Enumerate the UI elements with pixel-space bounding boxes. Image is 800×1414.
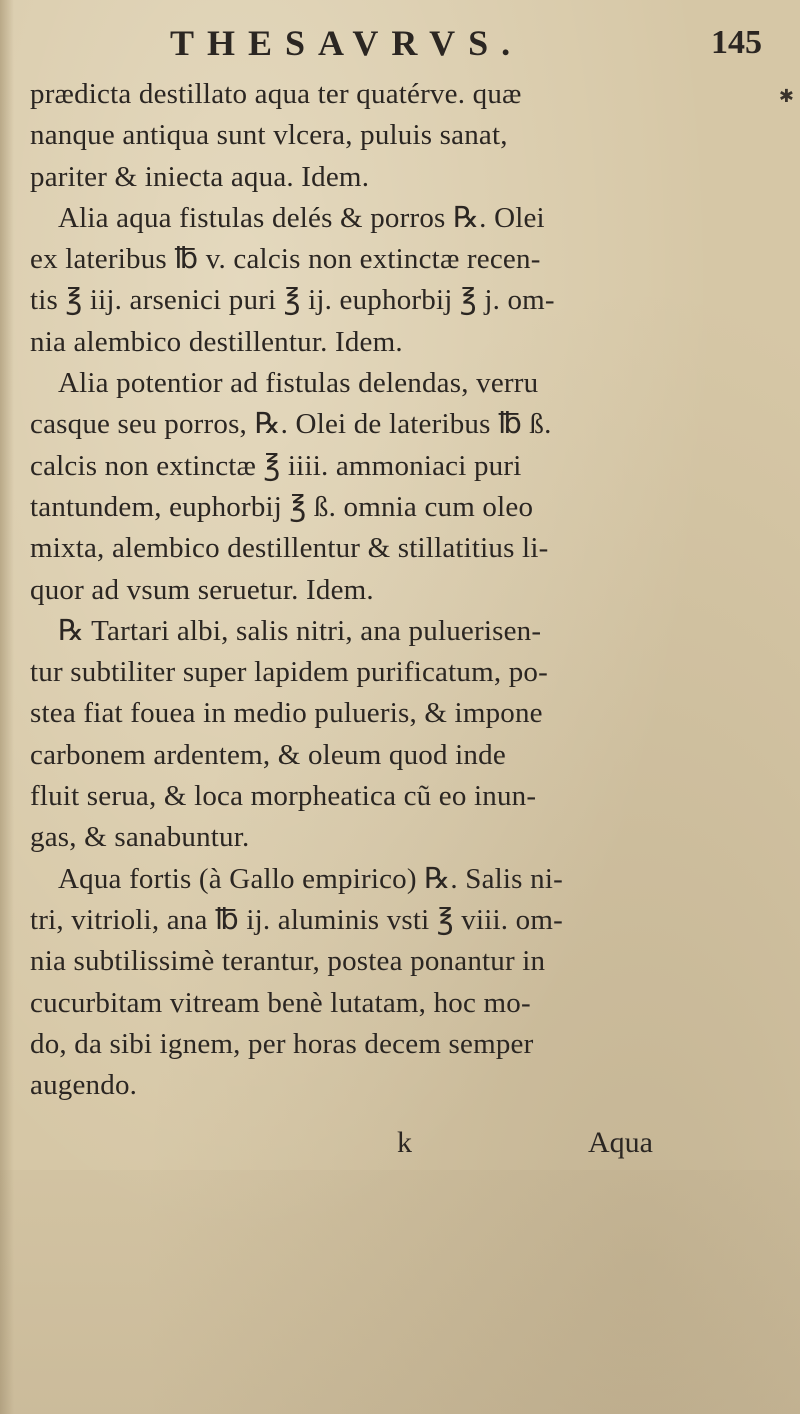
running-head — [170, 22, 762, 72]
text-line: casque seu porros, ℞. Olei de lateribus ℔ ß. — [30, 408, 552, 441]
text-line: cucurbitam vitream benè lutatam, hoc mo- — [30, 986, 531, 1019]
text-line: carbonem ardentem, & oleum quod inde — [30, 738, 506, 771]
text-line: prædicta destillato aqua ter quatérve. quæ — [30, 78, 522, 110]
text-line: nia alembico destillentur. Idem. — [30, 325, 403, 358]
text-line: tantundem, euphorbij ℥ ß. omnia cum oleo — [30, 490, 534, 523]
text-line: fluit serua, & loca morpheatica cũ eo inun- — [30, 780, 537, 813]
paragraph-start-line: Alia aqua fistulas delés & porros ℞. Olei — [58, 201, 545, 234]
page-number: 145 — [711, 24, 762, 61]
text-line: calcis non extinctæ ℥ iiii. ammoniaci puri — [30, 449, 522, 482]
text-line: quor ad vsum seruetur. Idem. — [30, 573, 374, 606]
text-line: ex lateribus ℔ v. calcis non extinctæ recen- — [30, 243, 541, 276]
page-footer — [0, 1126, 800, 1170]
show-through-area — [0, 1170, 800, 1414]
text-line: tis ℥ iij. arsenici puri ℥ ij. euphorbij ℥ j. om- — [30, 284, 555, 317]
text-line: nanque antiqua sunt vlcera, puluis sanat, — [30, 119, 508, 152]
text-line: tri, vitrioli, ana ℔ ij. aluminis vsti ℥ viii. om- — [30, 903, 563, 936]
text-line: mixta, alembico destillentur & stillatitius li- — [30, 532, 549, 565]
text-line: augendo. — [30, 1069, 138, 1102]
text-line: nia subtilissimè terantur, postea ponantur in — [30, 945, 546, 978]
running-title: THESAVRVS. — [170, 23, 524, 63]
body-text — [30, 74, 760, 1106]
text-line: do, da sibi ignem, per horas decem semper — [30, 1027, 534, 1060]
text-line: gas, & sanabuntur. — [30, 821, 250, 854]
text-line: stea fiat fouea in medio pulueris, & impone — [30, 697, 543, 730]
text-line: pariter & iniecta aqua. Idem. — [30, 160, 370, 193]
paragraph-start-line: Alia potentior ad fistulas delendas, verru — [58, 367, 539, 400]
margin-asterisk-icon: ✱ — [778, 86, 794, 107]
paragraph-start-line: ℞ Tartari albi, salis nitri, ana puluerisen- — [58, 614, 542, 647]
signature-mark: k — [397, 1126, 412, 1159]
catchword: Aqua — [588, 1126, 653, 1159]
text-line: tur subtiliter super lapidem purificatum, po- — [30, 656, 548, 689]
paragraph-start-line: Aqua fortis (à Gallo empirico) ℞. Salis ni- — [58, 862, 563, 895]
